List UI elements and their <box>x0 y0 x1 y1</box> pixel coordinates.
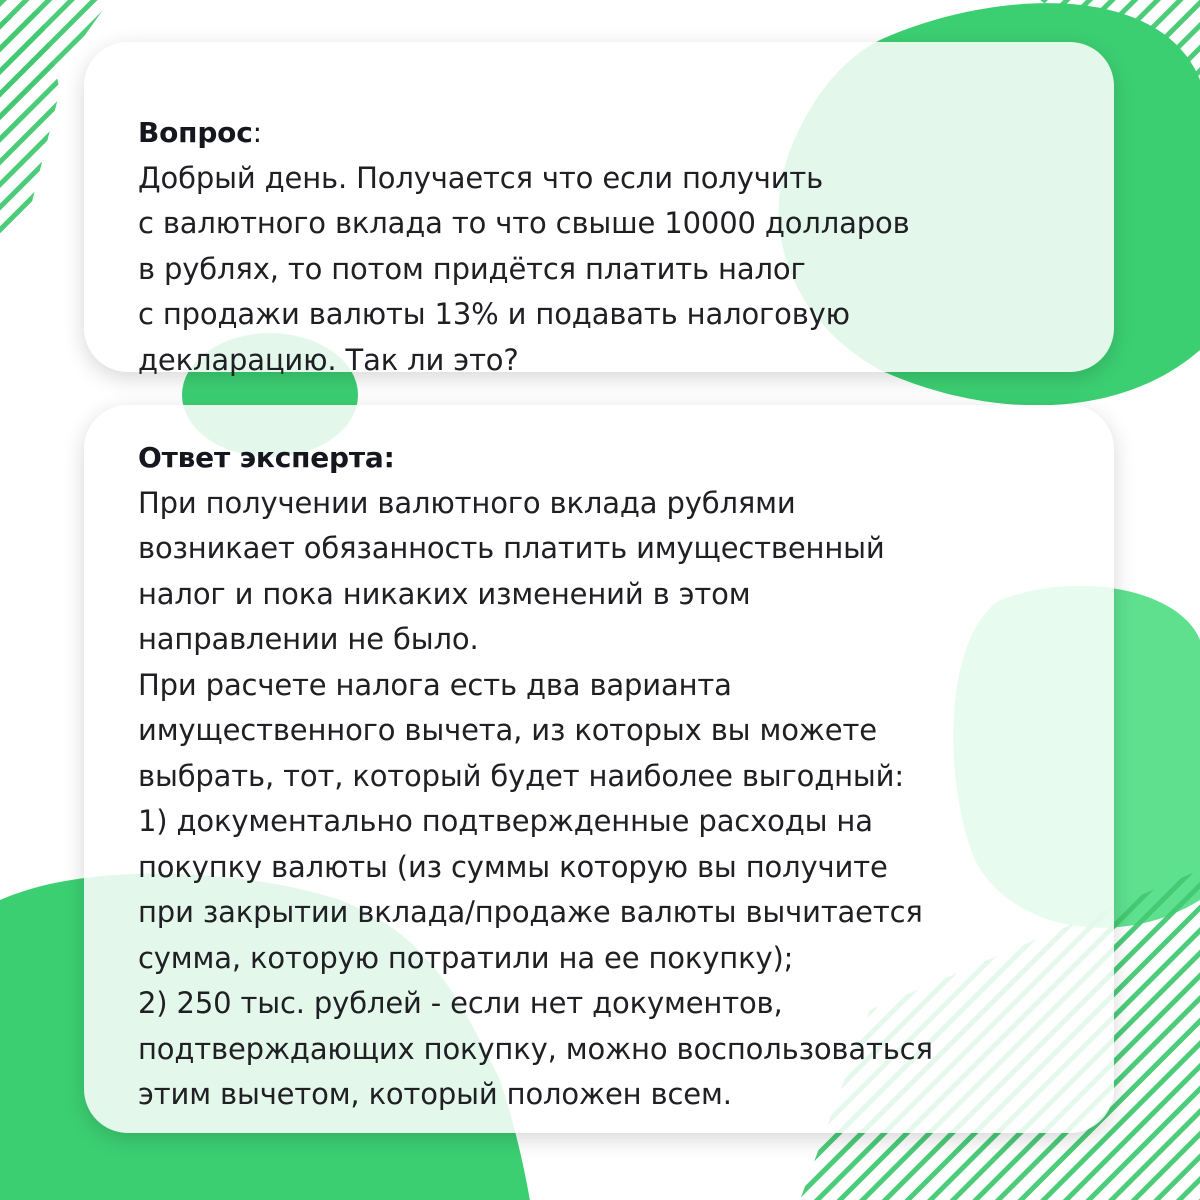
answer-text: При получении валютного вклада рублями возникает обязанность платить имущественный налог и пока никаких изменений в этом направлении не было. При расчете налога есть два варианта имущественного вычета, из которых вы можете выбрать, тот, который будет наиболее выгодный: 1) документально подтвержденные расходы на покупку валюты (из суммы которую вы получите при закрытии вклада/продаже валюты вычитается сумма, которую потратили на ее покупку); 2) 250 тыс. рублей - если нет документов, подтверждающих покупку, можно воспользоваться этим вычетом, который положен всем. <box>138 485 933 1111</box>
question-text: Добрый день. Получается что если получить с валютного вклада то что свыше 10000 долларов в рублях, то потом придётся платить налог с продажи валюты 13% и подавать налоговую декларацию. Так ли это? <box>138 160 910 377</box>
answer-heading: Ответ эксперта: <box>138 441 395 474</box>
question-colon: : <box>252 116 262 149</box>
answer-card <box>84 405 1114 1133</box>
question-heading <box>138 110 1074 156</box>
question-card <box>84 42 1114 377</box>
question-label: Вопрос <box>138 116 253 149</box>
